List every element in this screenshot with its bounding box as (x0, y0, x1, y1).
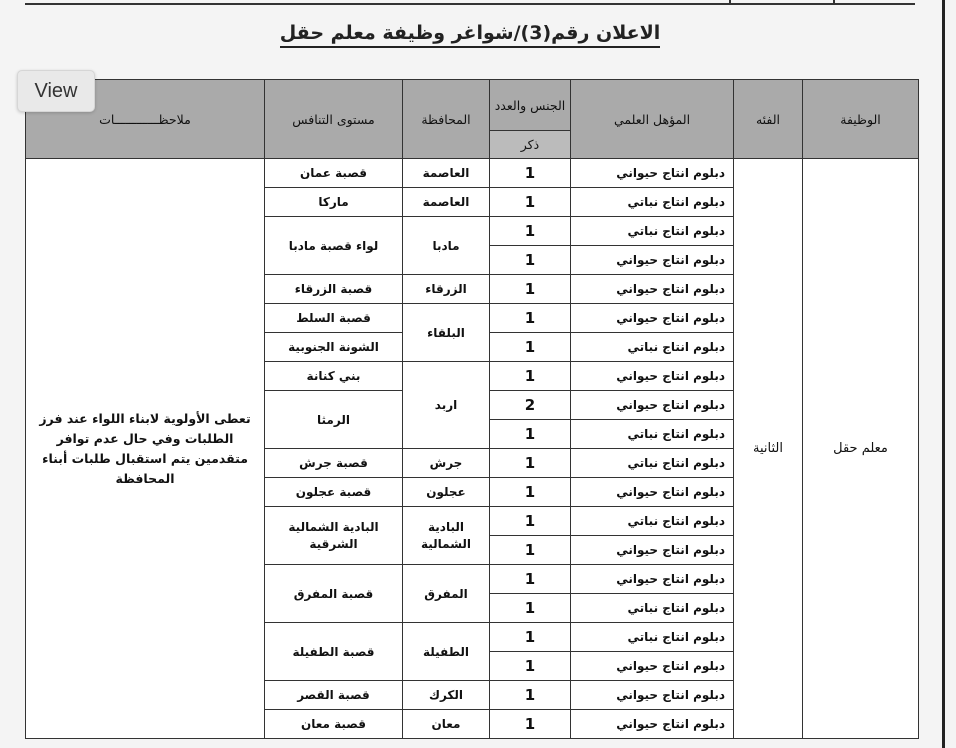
count-cell: 1 (490, 478, 571, 507)
count-cell: 1 (490, 623, 571, 652)
governorate-cell: مادبا (403, 217, 490, 275)
governorate-cell: البلقاء (403, 304, 490, 362)
top-border-tick (729, 0, 731, 4)
level-cell: ماركا (265, 188, 403, 217)
qualification-cell: دبلوم انتاج حيواني (571, 478, 734, 507)
level-cell: قصبة القصر (265, 681, 403, 710)
level-cell: البادية الشمالية الشرقية (265, 507, 403, 565)
qualification-cell: دبلوم انتاج نباتي (571, 217, 734, 246)
level-cell: بني كنانة (265, 362, 403, 391)
qualification-cell: دبلوم انتاج نباتي (571, 333, 734, 362)
qualification-cell: دبلوم انتاج نباتي (571, 420, 734, 449)
qualification-cell: دبلوم انتاج حيواني (571, 681, 734, 710)
qualification-cell: دبلوم انتاج حيواني (571, 710, 734, 739)
governorate-cell: الطفيلة (403, 623, 490, 681)
header-notes: ملاحظــــــــــــات (26, 80, 265, 159)
level-cell: الرمثا (265, 391, 403, 449)
vacancies-table (25, 79, 919, 739)
qualification-cell: دبلوم انتاج نباتي (571, 623, 734, 652)
count-cell: 1 (490, 333, 571, 362)
count-cell: 1 (490, 159, 571, 188)
qualification-cell: دبلوم انتاج حيواني (571, 159, 734, 188)
governorate-cell: العاصمة (403, 159, 490, 188)
count-cell: 1 (490, 246, 571, 275)
header-qualification: المؤهل العلمي (571, 80, 734, 159)
qualification-cell: دبلوم انتاج حيواني (571, 304, 734, 333)
notes-cell: تعطى الأولوية لابناء اللواء عند فرز الطلبات وفي حال عدم توافر متقدمين يتم استقبال طلبات أبناء المحافظة (26, 159, 265, 739)
qualification-cell: دبلوم انتاج حيواني (571, 362, 734, 391)
document-title: الاعلان رقم(3)/شواغر وظيفة معلم حقل (0, 22, 940, 44)
qualification-cell: دبلوم انتاج حيواني (571, 246, 734, 275)
count-cell: 1 (490, 710, 571, 739)
header-gender-count: الجنس والعدد (490, 80, 571, 131)
qualification-cell: دبلوم انتاج حيواني (571, 536, 734, 565)
level-cell: الشونة الجنوبية (265, 333, 403, 362)
governorate-cell: المفرق (403, 565, 490, 623)
level-cell: قصبة معان (265, 710, 403, 739)
count-cell: 1 (490, 449, 571, 478)
header-level: مستوى التنافس (265, 80, 403, 159)
qualification-cell: دبلوم انتاج حيواني (571, 391, 734, 420)
count-cell: 1 (490, 275, 571, 304)
count-cell: 1 (490, 420, 571, 449)
level-cell: قصبة جرش (265, 449, 403, 478)
qualification-cell: دبلوم انتاج حيواني (571, 275, 734, 304)
governorate-cell: الكرك (403, 681, 490, 710)
right-edge-bar (942, 0, 945, 748)
category-cell: الثانية (734, 159, 803, 739)
count-cell: 1 (490, 507, 571, 536)
count-cell: 1 (490, 362, 571, 391)
qualification-cell: دبلوم انتاج حيواني (571, 565, 734, 594)
governorate-cell: جرش (403, 449, 490, 478)
header-male: ذكر (490, 131, 571, 159)
governorate-cell: الزرقاء (403, 275, 490, 304)
count-cell: 1 (490, 304, 571, 333)
view-button[interactable]: View (17, 70, 95, 112)
level-cell: قصبة السلط (265, 304, 403, 333)
governorate-cell: معان (403, 710, 490, 739)
qualification-cell: دبلوم انتاج نباتي (571, 188, 734, 217)
level-cell: قصبة عمان (265, 159, 403, 188)
qualification-cell: دبلوم انتاج نباتي (571, 594, 734, 623)
count-cell: 2 (490, 391, 571, 420)
count-cell: 1 (490, 188, 571, 217)
job-title-cell: معلم حقل (803, 159, 919, 739)
level-cell: لواء قصبة مادبا (265, 217, 403, 275)
qualification-cell: دبلوم انتاج حيواني (571, 652, 734, 681)
top-border-line (25, 0, 915, 5)
governorate-cell: اربد (403, 362, 490, 449)
governorate-cell: البادية الشمالية (403, 507, 490, 565)
header-category: الفئه (734, 80, 803, 159)
level-cell: قصبة الزرقاء (265, 275, 403, 304)
header-governorate: المحافظة (403, 80, 490, 159)
header-job: الوظيفة (803, 80, 919, 159)
top-border-tick (833, 0, 835, 4)
level-cell: قصبة الطفيلة (265, 623, 403, 681)
governorate-cell: عجلون (403, 478, 490, 507)
governorate-cell: العاصمة (403, 188, 490, 217)
level-cell: قصبة المفرق (265, 565, 403, 623)
count-cell: 1 (490, 594, 571, 623)
count-cell: 1 (490, 652, 571, 681)
qualification-cell: دبلوم انتاج نباتي (571, 507, 734, 536)
count-cell: 1 (490, 565, 571, 594)
qualification-cell: دبلوم انتاج نباتي (571, 449, 734, 478)
level-cell: قصبة عجلون (265, 478, 403, 507)
count-cell: 1 (490, 536, 571, 565)
count-cell: 1 (490, 681, 571, 710)
count-cell: 1 (490, 217, 571, 246)
